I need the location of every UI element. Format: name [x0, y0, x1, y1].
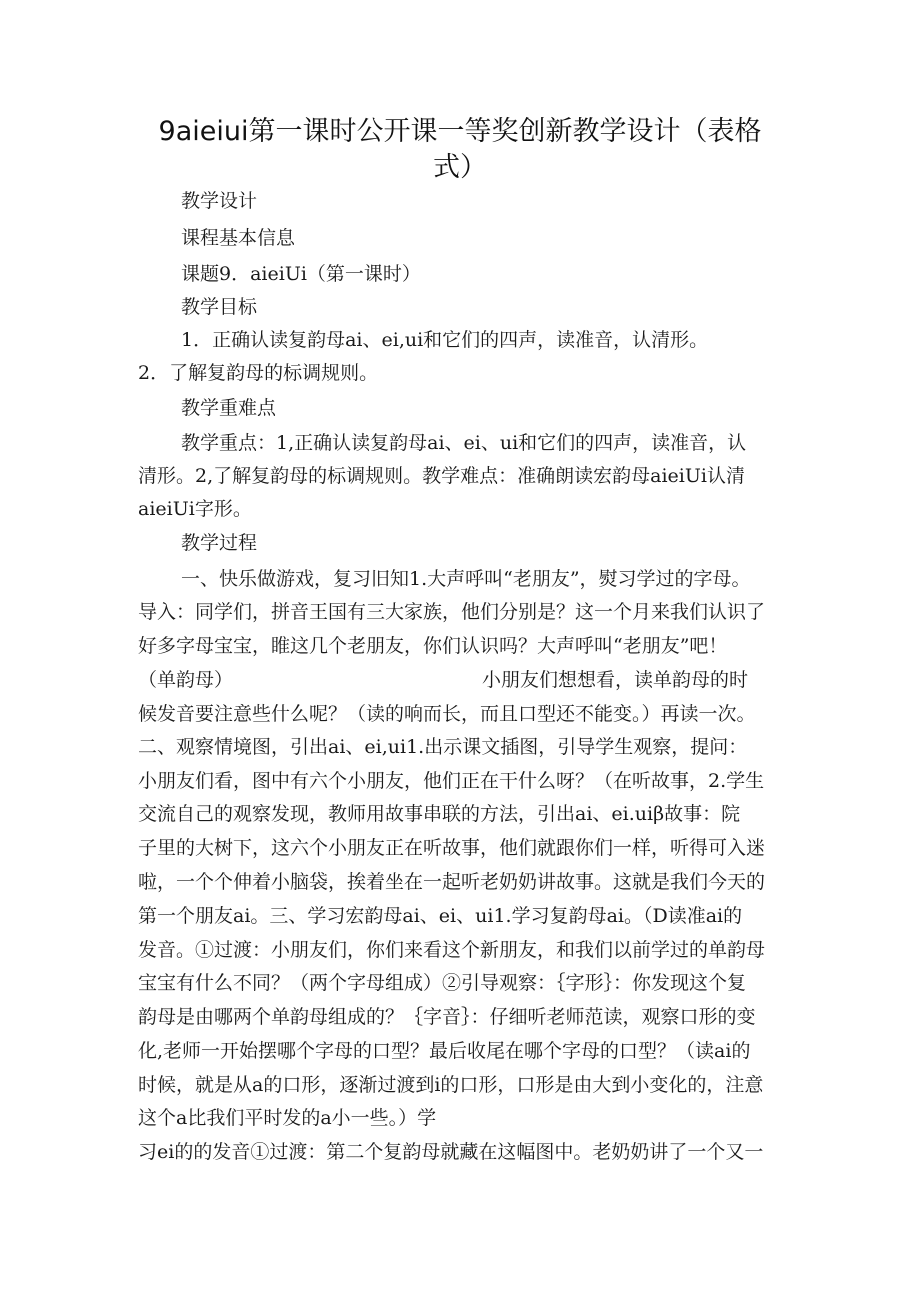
- body-line: 这个a比我们平时发的a小一些。）学: [138, 1107, 437, 1129]
- body-line: aieiUi字形。: [138, 498, 252, 520]
- body-line: 候发音要注意些什么呢？（读的响而长，而且口型还不能变。）再读一次。: [138, 703, 756, 725]
- body-line: 好多字母宝宝，睢这几个老朋友，你们认识吗？大声呼叫“老朋友”吧！: [138, 635, 728, 657]
- heading-teaching-goals: 教学目标: [181, 296, 258, 318]
- body-line: 发音。①过渡：小朋友们，你们来看这个新朋友，和我们以前学过的单韵母: [138, 939, 766, 961]
- body-line: 小朋友们想想看，读单韵母的时: [482, 669, 749, 691]
- body-line: （单韵母）: [138, 669, 234, 691]
- goal-1: 1．正确认读复韵母ai、ei,ui和它们的四声，读准音，认清形。: [181, 329, 709, 351]
- body-line: 一、快乐做游戏，复习旧知1.大声呼叫“老朋友”，熨习学过的字母。: [181, 568, 751, 590]
- heading-course-info: 课程基本信息: [181, 227, 296, 249]
- body-line: 交流自己的观察发现，教师用故事串联的方法，引出ai、ei.uiβ故事：院: [138, 803, 741, 825]
- body-line: 习ei的的发音①过渡：第二个复韵母就藏在这幅图中。老奶奶讲了一个又一: [138, 1141, 764, 1163]
- body-line: 时候，就是从a的口形，逐渐过渡到i的口形，口形是由大到小变化的，注意: [138, 1074, 764, 1096]
- body-line: 二、观察情境图，引出ai、ei,ui1.出示课文插图，引导学生观察，提问：: [138, 736, 748, 758]
- goal-2: 2．了解复韵母的标调规则。: [138, 362, 379, 384]
- body-line: 教学重点：1,正确认读复韵母ai、ei、ui和它们的四声，读准音，认: [181, 432, 747, 454]
- heading-key-difficult-points: 教学重难点: [181, 397, 277, 419]
- course-topic: 课题9．aieiUi（第一课时）: [181, 263, 421, 285]
- body-line: 宝宝有什么不同？（两个字母组成）②引导观察：｛字形｝：你发现这个复: [138, 972, 747, 994]
- body-line: 导入：同学们，拼音王国有三大家族，他们分别是？这一个月来我们认识了: [138, 601, 766, 623]
- body-line: 韵母是由哪两个单韵母组成的？｛字音｝：仔细听老师范读，观察口形的变: [138, 1006, 756, 1028]
- body-line: 子里的大树下，这六个小朋友正在听故事，他们就跟你们一样，听得可入迷: [138, 837, 766, 859]
- heading-teaching-process: 教学过程: [181, 532, 258, 554]
- body-line: 小朋友们看，图中有六个小朋友，他们正在干什么呀？（在听故事，2.学生: [138, 770, 765, 792]
- document-title-line-1: 9aieiui第一课时公开课一等奖创新教学设计（表格: [158, 116, 762, 147]
- body-line: 第一个朋友ai。三、学习宏韵母ai、ei、ui1.学习复韵母ai。（D读准ai的: [138, 905, 743, 927]
- body-line: 清形。2,了解复韵母的标调规则。教学难点：准确朗读宏韵母aieiUi认清: [138, 465, 745, 487]
- body-line: 化,老师一开始摆哪个字母的口型？最后收尾在哪个字母的口型？（读ai的: [138, 1040, 751, 1062]
- document-title-line-2: 式）: [433, 152, 487, 183]
- heading-teaching-design: 教学设计: [181, 190, 258, 212]
- body-line: 啦，一个个伸着小脑袋，挨着坐在一起听老奶奶讲故事。这就是我们今天的: [138, 871, 766, 893]
